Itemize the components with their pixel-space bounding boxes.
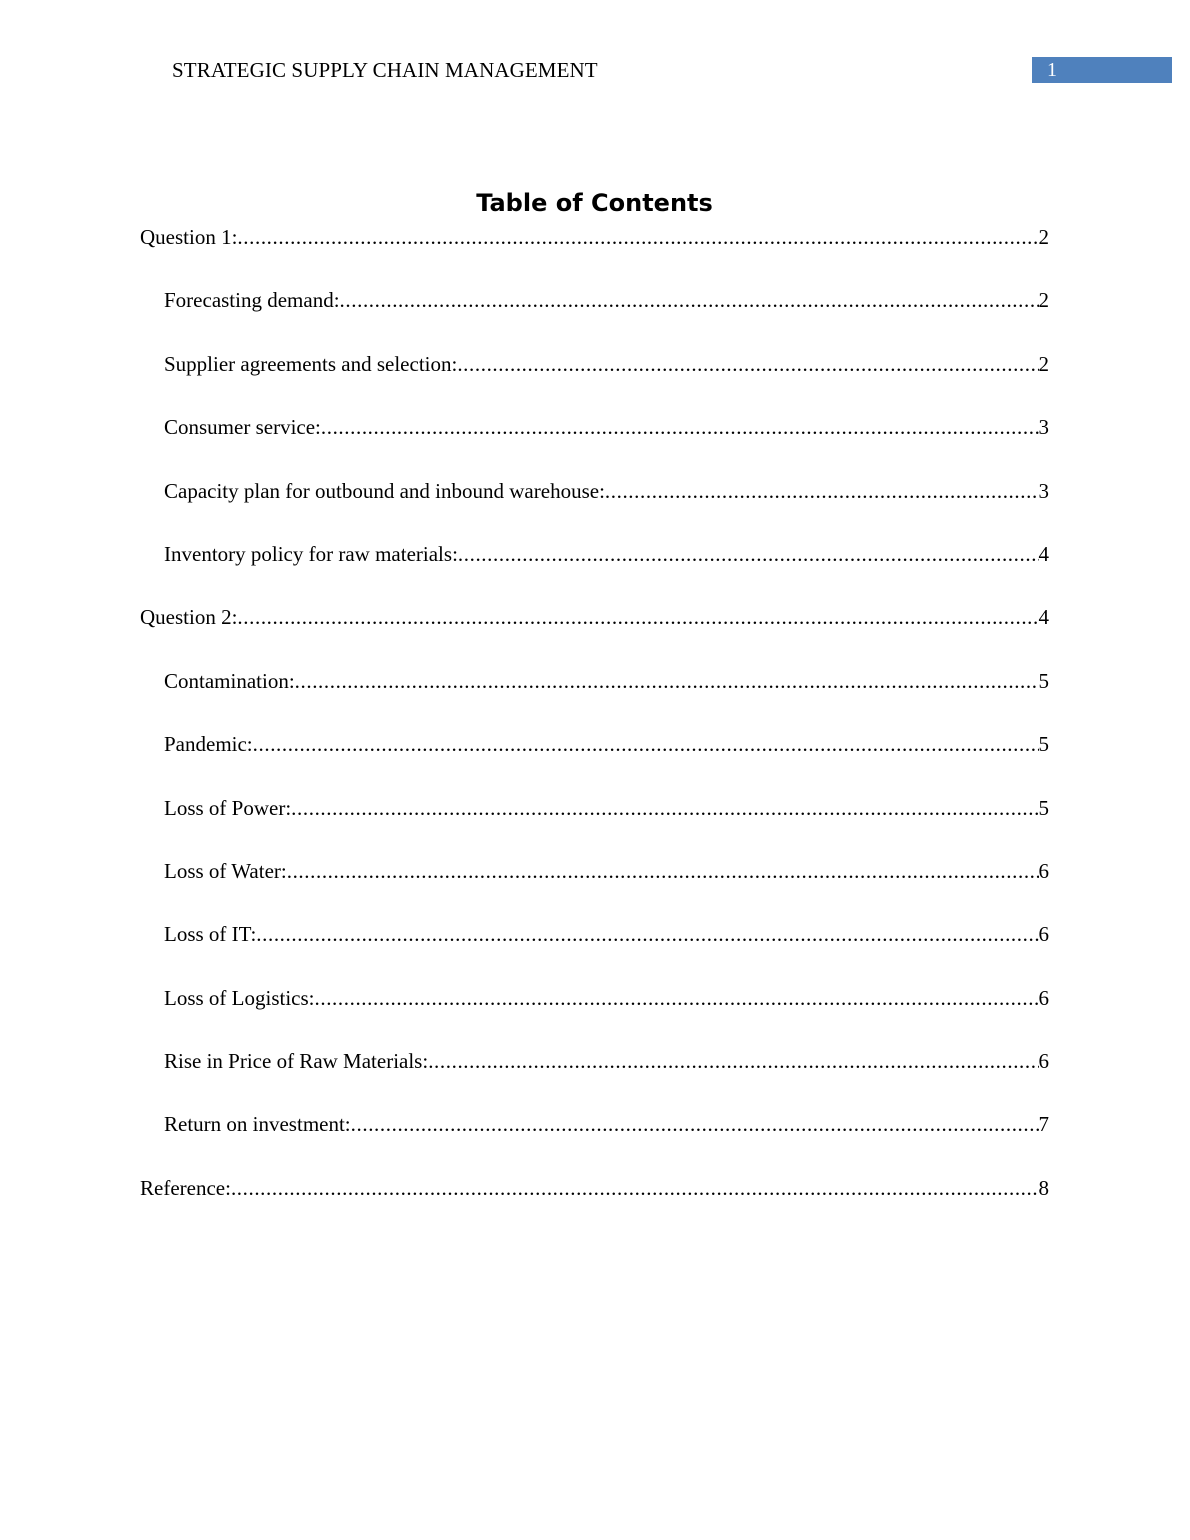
- toc-entry-page: 6: [1038, 922, 1049, 947]
- dot-leader: [287, 856, 1039, 886]
- toc-entry-loss-of-power[interactable]: [140, 793, 1049, 856]
- toc-entry-page: 2: [1038, 288, 1049, 313]
- toc-entry-contamination[interactable]: [140, 666, 1049, 729]
- page-number: 1: [1032, 57, 1172, 83]
- toc-entry-page: 6: [1038, 858, 1049, 883]
- toc-entry-consumer-service[interactable]: [140, 412, 1049, 475]
- toc-entry-page: 6: [1038, 1049, 1049, 1074]
- dot-leader: [315, 983, 1039, 1013]
- toc-entry-title: Rise in Price of Raw Materials:: [164, 1049, 429, 1074]
- dot-leader: [291, 793, 1038, 823]
- toc-entry-rise-in-price[interactable]: [140, 1046, 1049, 1109]
- toc-entry-supplier-agreements[interactable]: [140, 349, 1049, 412]
- dot-leader: [231, 1173, 1039, 1203]
- toc-entry-loss-of-logistics[interactable]: [140, 983, 1049, 1046]
- toc-entry-title: Supplier agreements and selection:: [164, 351, 458, 376]
- toc-entry-page: 5: [1038, 732, 1049, 757]
- toc-entry-title: Pandemic:: [164, 732, 253, 757]
- dot-leader: [457, 349, 1038, 379]
- dot-leader: [340, 285, 1039, 315]
- toc-entry-title: Loss of Water:: [164, 858, 287, 883]
- toc-entry-page: 2: [1038, 351, 1049, 376]
- toc-heading: Table of Contents: [476, 189, 713, 217]
- toc-entry-title: Loss of IT:: [164, 922, 257, 947]
- toc-entry-page: 5: [1038, 668, 1049, 693]
- toc-entry-question-1[interactable]: [140, 222, 1049, 285]
- toc-entry-title: Inventory policy for raw materials:: [164, 541, 458, 566]
- dot-leader: [458, 539, 1039, 569]
- dot-leader: [253, 729, 1039, 759]
- toc-entry-reference[interactable]: [140, 1173, 1049, 1236]
- toc-entry-loss-of-water[interactable]: [140, 856, 1049, 919]
- dot-leader: [237, 602, 1038, 632]
- dot-leader: [237, 222, 1038, 252]
- toc-entry-title: Forecasting demand:: [164, 288, 340, 313]
- toc-entry-page: 4: [1038, 605, 1049, 630]
- toc-entry-title: Question 2:: [140, 605, 238, 630]
- toc-entry-title: Loss of Logistics:: [164, 985, 315, 1010]
- toc-entry-page: 2: [1038, 225, 1049, 249]
- toc-entry-title: Consumer service:: [164, 415, 321, 440]
- toc-entry-title: Reference:: [140, 1175, 231, 1200]
- toc-entry-question-2[interactable]: [140, 602, 1049, 665]
- dot-leader: [428, 1046, 1038, 1076]
- dot-leader: [351, 1109, 1039, 1139]
- toc-entry-title: Return on investment:: [164, 1112, 351, 1137]
- dot-leader: [605, 476, 1039, 506]
- toc-entry-page: 5: [1038, 795, 1049, 820]
- toc-entry-page: 7: [1038, 1112, 1049, 1137]
- toc-entry-page: 3: [1038, 478, 1049, 503]
- toc-entry-capacity-plan[interactable]: [140, 476, 1049, 539]
- running-head: STRATEGIC SUPPLY CHAIN MANAGEMENT: [172, 58, 598, 82]
- toc-entry-return-on-investment[interactable]: [140, 1109, 1049, 1172]
- toc-entry-page: 3: [1038, 415, 1049, 440]
- toc-entry-title: Capacity plan for outbound and inbound warehouse:: [164, 478, 605, 503]
- toc-entry-page: 8: [1038, 1175, 1049, 1200]
- toc-entry-pandemic[interactable]: [140, 729, 1049, 792]
- toc-entry-inventory-policy[interactable]: [140, 539, 1049, 602]
- toc-entry-title: Question 1:: [140, 225, 238, 249]
- toc-entry-title: Loss of Power:: [164, 795, 292, 820]
- dot-leader: [256, 919, 1038, 949]
- toc-entry-page: 6: [1038, 985, 1049, 1010]
- toc-entry-forecasting-demand[interactable]: [140, 285, 1049, 348]
- toc-entry-loss-of-it[interactable]: [140, 919, 1049, 982]
- dot-leader: [295, 666, 1039, 696]
- toc-entry-page: 4: [1038, 541, 1049, 566]
- dot-leader: [321, 412, 1039, 442]
- table-of-contents: [140, 222, 1049, 1236]
- toc-entry-title: Contamination:: [164, 668, 295, 693]
